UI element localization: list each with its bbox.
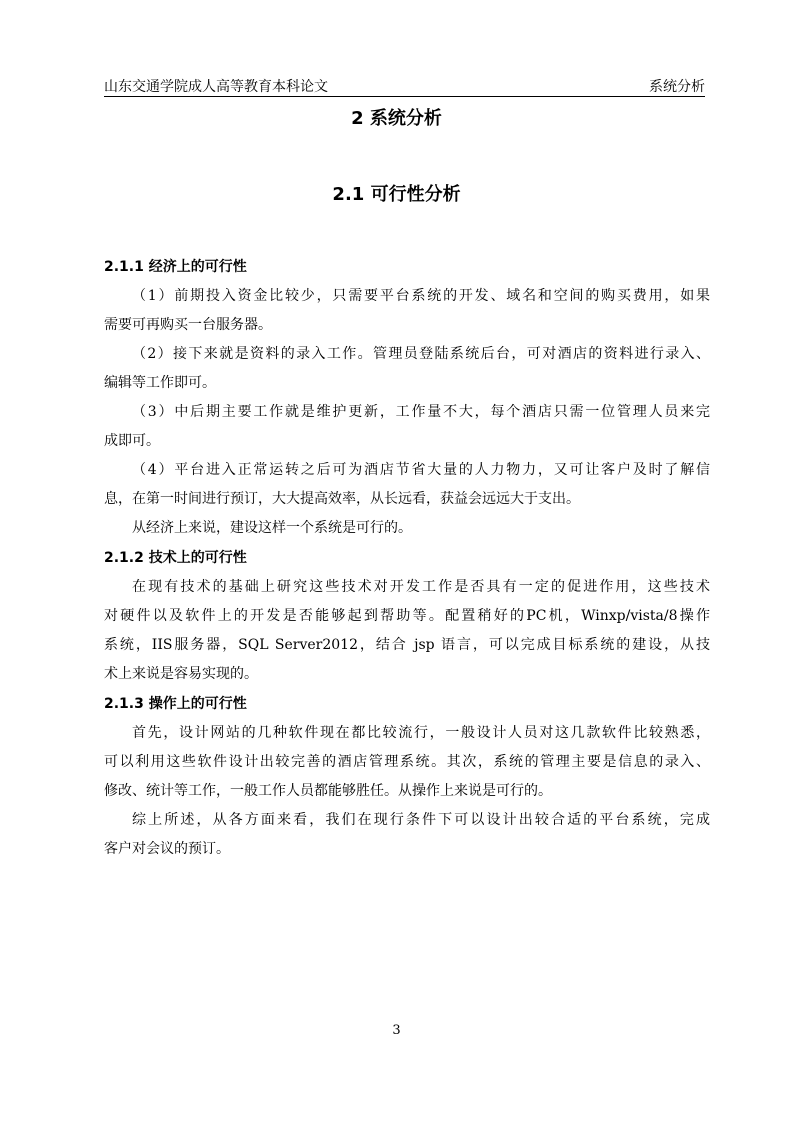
subsection-heading: 2.1.1 经济上的可行性 xyxy=(104,259,247,275)
header-chapter-name: 系统分析 xyxy=(649,79,705,95)
header-thesis-title: 山东交通学院成人高等教育本科论文 xyxy=(104,79,328,95)
paragraph-line: 系统，IIS服务器，SQL Server2012，结合 jsp 语言，可以完成目标系统的建设，从技 xyxy=(104,637,710,653)
paragraph xyxy=(104,456,710,514)
paragraph xyxy=(104,573,710,689)
chapter-title: 2 系统分析 xyxy=(351,108,442,129)
page-header xyxy=(104,76,705,96)
paragraph-line: （3）中后期主要工作就是维护更新，工作量不大，每个酒店只需一位管理人员来完 xyxy=(132,404,710,420)
paragraph xyxy=(104,719,710,806)
paragraph-line: 从经济上来说，建设这样一个系统是可行的。 xyxy=(132,520,412,536)
paragraph xyxy=(104,806,710,864)
paragraph-line: 对硬件以及软件上的开发是否能够起到帮助等。配置稍好的PC机，Winxp/vista/8操作 xyxy=(104,608,710,624)
paragraph-line: 息，在第一时间进行预订，大大提高效率，从长远看，获益会远远大于支出。 xyxy=(104,491,580,507)
paragraph-line: 术上来说是容易实现的。 xyxy=(104,666,258,682)
paragraph xyxy=(104,514,710,543)
paragraph-line: 成即可。 xyxy=(104,433,160,449)
paragraph-line: 编辑等工作即可。 xyxy=(104,375,216,391)
paragraph-line: （4）平台进入正常运转之后可为酒店节省大量的人力物力，又可让客户及时了解信 xyxy=(132,462,710,478)
section-title: 2.1 可行性分析 xyxy=(332,184,461,205)
page-body xyxy=(104,252,710,864)
paragraph xyxy=(104,282,710,340)
subsection-heading: 2.1.2 技术上的可行性 xyxy=(104,550,247,566)
paragraph-line: 修改、统计等工作，一般工作人员都能够胜任。从操作上来说是可行的。 xyxy=(104,783,552,799)
paragraph-line: 首先，设计网站的几种软件现在都比较流行，一般设计人员对这几款软件比较熟悉， xyxy=(132,725,710,741)
paragraph-line: 客户对会议的预订。 xyxy=(104,841,230,857)
paragraph-line: 在现有技术的基础上研究这些技术对开发工作是否具有一定的促进作用，这些技术 xyxy=(132,579,710,595)
paragraph-line: 需要可再购买一台服务器。 xyxy=(104,317,272,333)
subsection-heading: 2.1.3 操作上的可行性 xyxy=(104,696,247,712)
page-number: 3 xyxy=(392,1023,401,1038)
paragraph-line: 可以利用这些软件设计出较完善的酒店管理系统。其次，系统的管理主要是信息的录入、 xyxy=(104,754,710,770)
paragraph-line: （1）前期投入资金比较少，只需要平台系统的开发、域名和空间的购买费用，如果 xyxy=(132,288,710,304)
paragraph-line: 综上所述，从各方面来看，我们在现行条件下可以设计出较合适的平台系统，完成 xyxy=(132,812,710,828)
header-divider xyxy=(104,96,705,97)
paragraph-line: （2）接下来就是资料的录入工作。管理员登陆系统后台，可对酒店的资料进行录入、 xyxy=(132,346,710,362)
paragraph xyxy=(104,398,710,456)
paragraph xyxy=(104,340,710,398)
